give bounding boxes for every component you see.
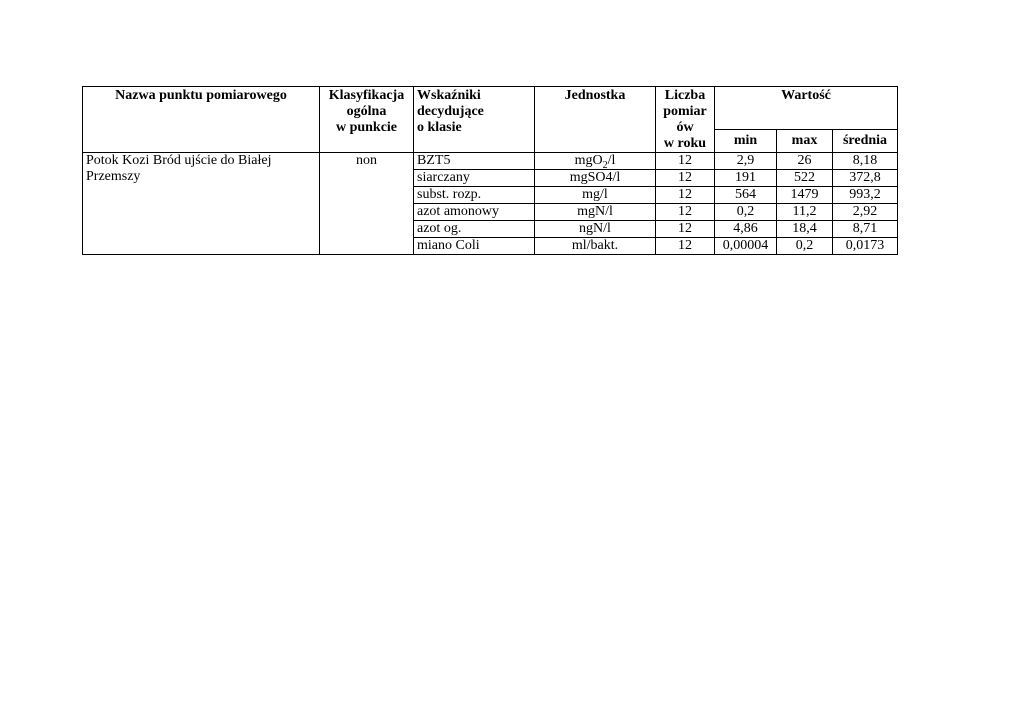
unit-cell: mgN/l [535, 204, 656, 221]
mean-cell: 993,2 [833, 187, 898, 204]
unit-cell: mg/l [535, 187, 656, 204]
max-cell: 0,2 [777, 238, 833, 255]
min-cell: 4,86 [715, 221, 777, 238]
max-cell: 1479 [777, 187, 833, 204]
unit-cell: ml/bakt. [535, 238, 656, 255]
count-cell: 12 [656, 238, 715, 255]
indicator-cell: siarczany [414, 170, 535, 187]
min-cell: 0,2 [715, 204, 777, 221]
count-cell: 12 [656, 204, 715, 221]
mean-cell: 8,18 [833, 153, 898, 170]
header-mean: średnia [833, 130, 898, 153]
min-cell: 0,00004 [715, 238, 777, 255]
min-cell: 564 [715, 187, 777, 204]
max-cell: 522 [777, 170, 833, 187]
mean-cell: 2,92 [833, 204, 898, 221]
measurement-table [82, 86, 898, 255]
mean-cell: 0,0173 [833, 238, 898, 255]
count-cell: 12 [656, 187, 715, 204]
header-min: min [715, 130, 777, 153]
table-row [83, 153, 898, 170]
mean-cell: 372,8 [833, 170, 898, 187]
max-cell: 11,2 [777, 204, 833, 221]
min-cell: 191 [715, 170, 777, 187]
header-max: max [777, 130, 833, 153]
count-cell: 12 [656, 170, 715, 187]
header-indicators: Wskaźniki decydujące o klasie [414, 87, 535, 153]
point-name-cell: Potok Kozi Bród ujście do Białej Przemszy [83, 153, 320, 255]
mean-cell: 8,71 [833, 221, 898, 238]
min-cell: 2,9 [715, 153, 777, 170]
count-cell: 12 [656, 153, 715, 170]
header-count: Liczba pomiar ów w roku [656, 87, 715, 153]
max-cell: 26 [777, 153, 833, 170]
count-cell: 12 [656, 221, 715, 238]
unit-cell: ngN/l [535, 221, 656, 238]
header-point-name: Nazwa punktu pomiarowego [83, 87, 320, 153]
indicator-cell: azot og. [414, 221, 535, 238]
unit-cell: mgO$_2$/l [535, 153, 656, 170]
unit-cell: mgSO4/l [535, 170, 656, 187]
header-value: Wartość [715, 87, 898, 130]
indicator-cell: azot amonowy [414, 204, 535, 221]
header-classification: Klasyfikacja ogólna w punkcie [320, 87, 414, 153]
indicator-cell: miano Coli [414, 238, 535, 255]
header-unit: Jednostka [535, 87, 656, 153]
header-row-1 [83, 87, 898, 130]
indicator-cell: BZT5 [414, 153, 535, 170]
max-cell: 18,4 [777, 221, 833, 238]
classification-cell: non [320, 153, 414, 255]
indicator-cell: subst. rozp. [414, 187, 535, 204]
